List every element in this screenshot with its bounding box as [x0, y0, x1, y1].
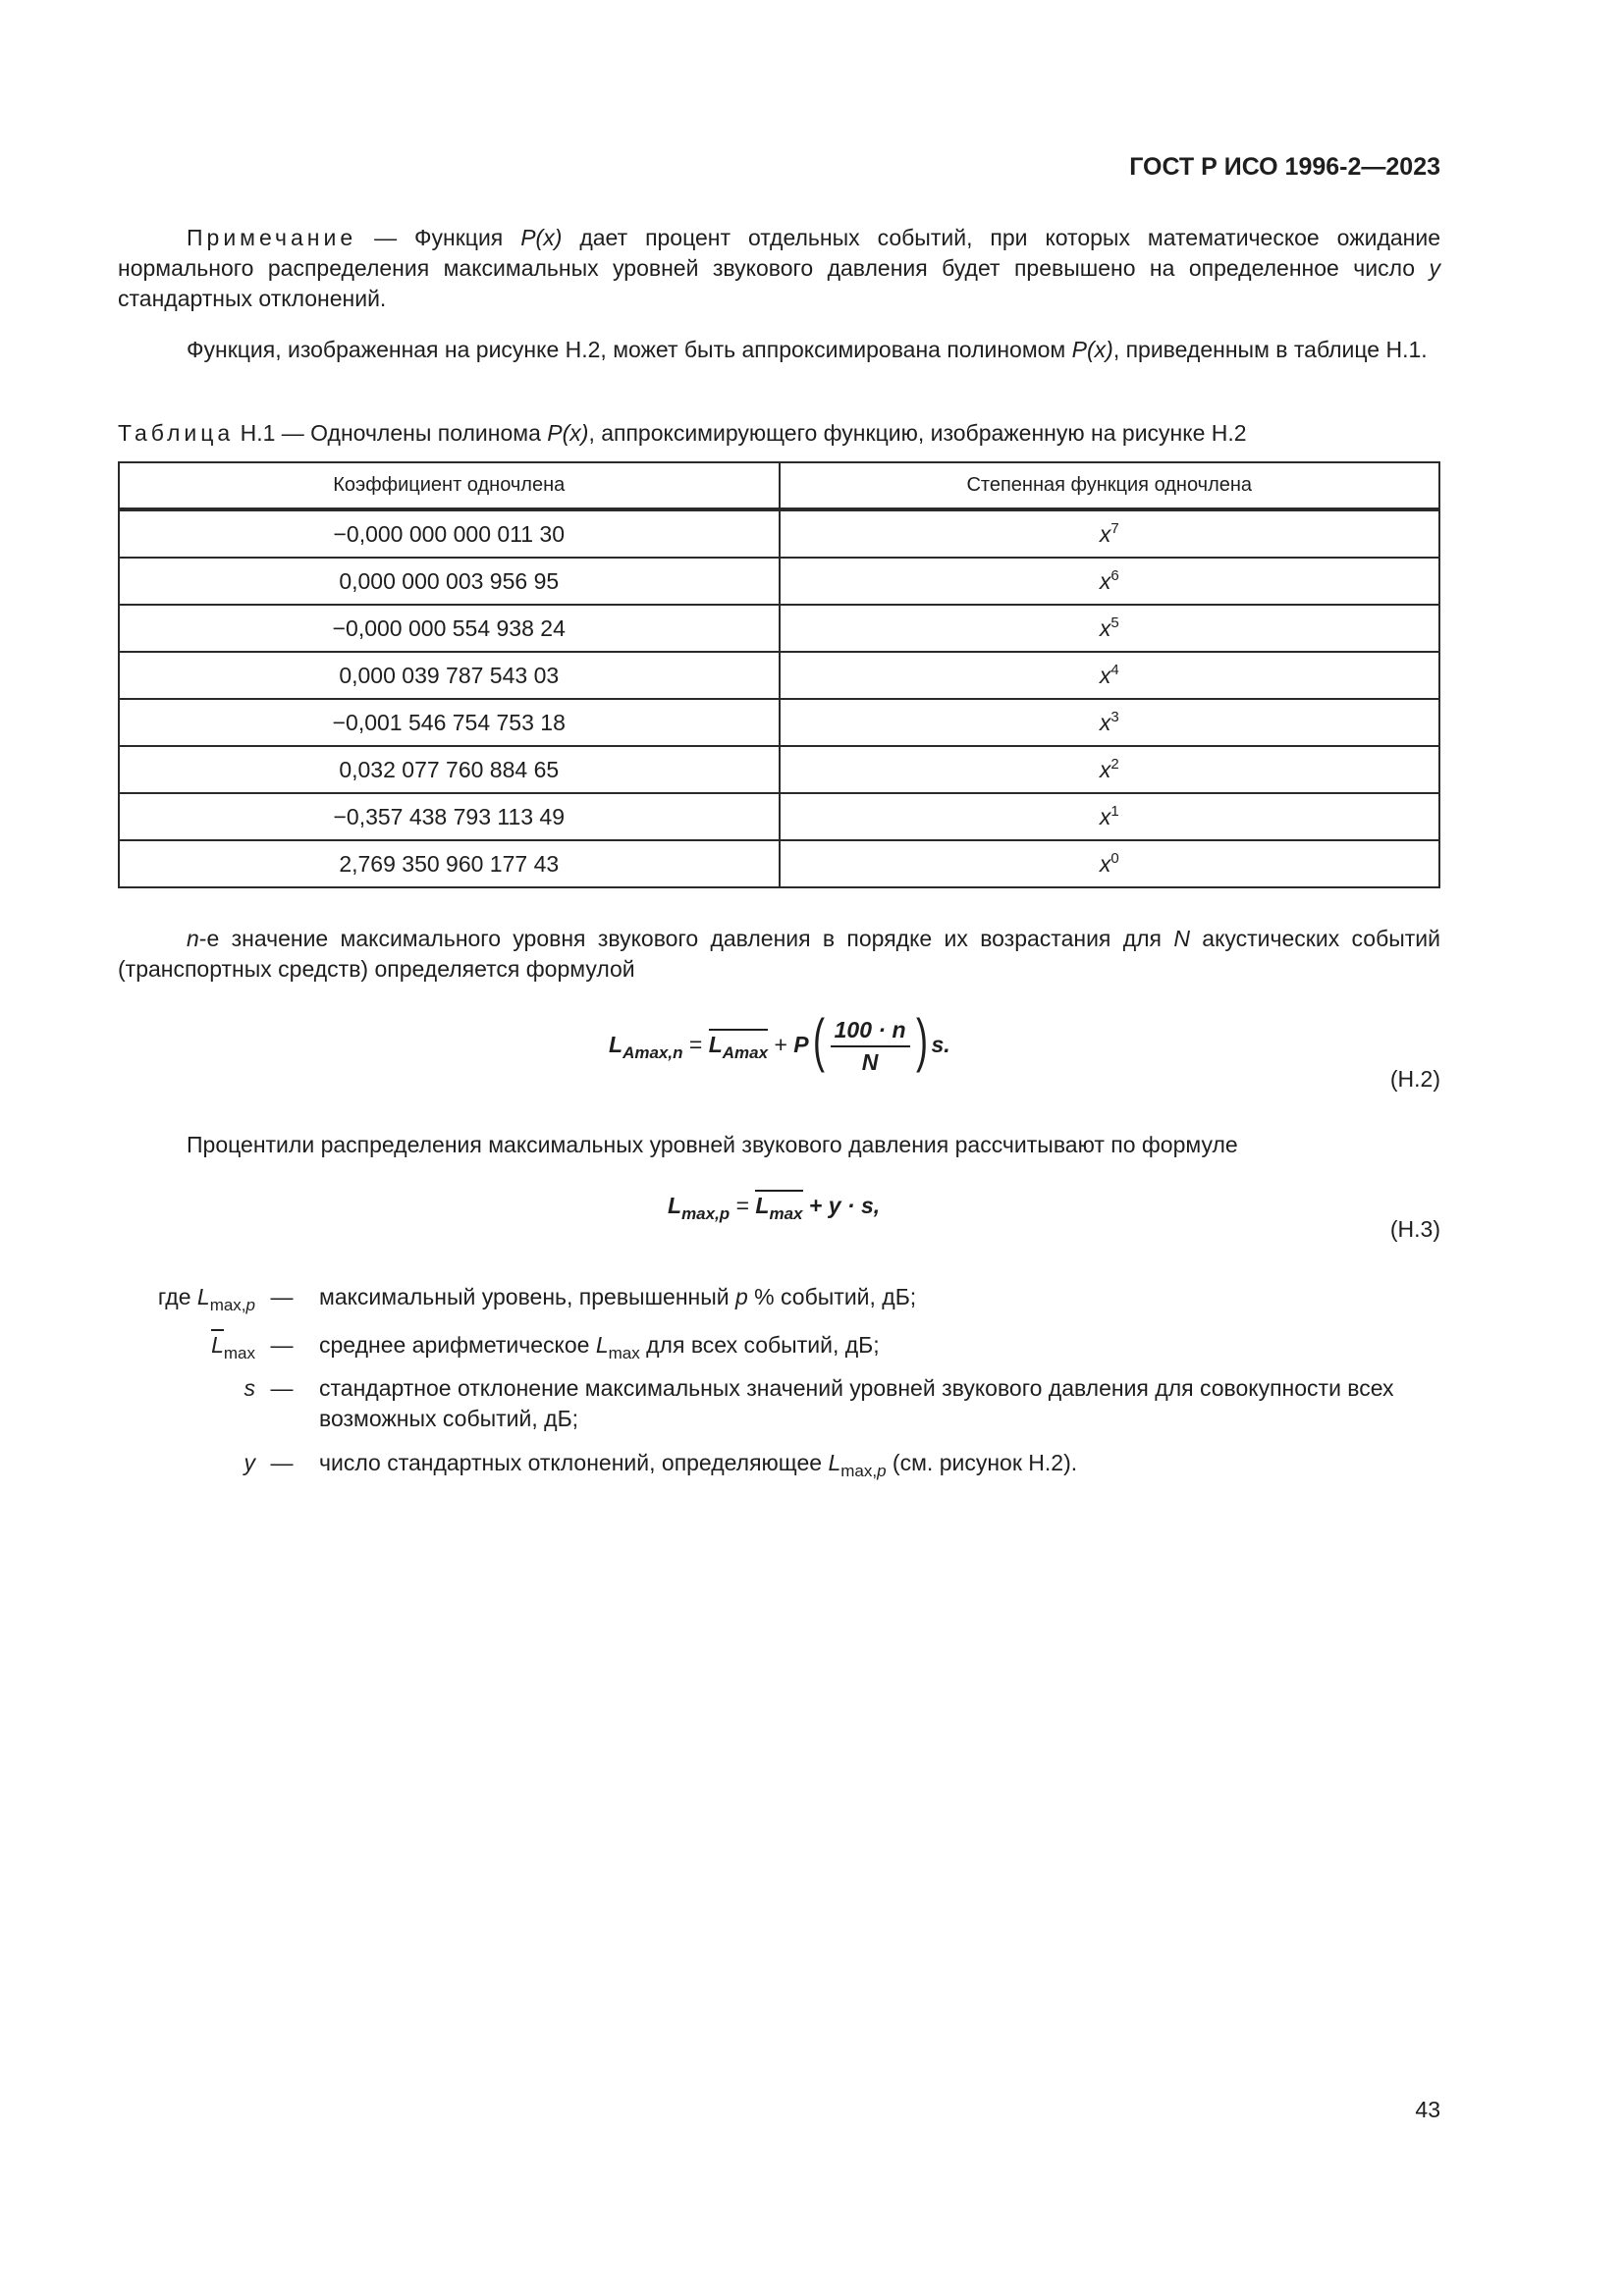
page-number: 43: [1415, 2097, 1440, 2122]
fraction: $\frac{100 \cdot n}{N}$: [831, 1015, 910, 1077]
coefficient-cell: −0,357 438 793 113 49: [119, 793, 780, 840]
table-header-row: [119, 462, 1439, 509]
table-row: [119, 840, 1439, 887]
table-header-coefficient: Коэффициент одночлена: [119, 462, 780, 509]
table-row: [119, 509, 1439, 558]
equation-number-h2: (Н.2): [1389, 1066, 1440, 1092]
coefficient-cell: 2,769 350 960 177 43: [119, 840, 780, 887]
document-header: ГОСТ Р ИСО 1996-2—2023: [1129, 153, 1440, 181]
power-cell: $x^3$: [780, 699, 1440, 746]
note-paragraph: Примечание — Функция P(x) дает процент отдельных событий, при которых математическое ожидание нормального распределения максимальных уровней звукового давления будет превышено на определенное число y стандартных отклонений.: [118, 225, 1440, 311]
table-row: [119, 699, 1439, 746]
coefficient-cell: −0,000 000 554 938 24: [119, 605, 780, 652]
mean-level: $L_{max}$: [755, 1190, 802, 1218]
coefficient-cell: −0,000 000 000 011 30: [119, 509, 780, 558]
body-paragraph-approximation: Функция, изображенная на рисунке Н.2, может быть аппроксимирована полиномом P(x), приведенным в таблице Н.1.: [187, 337, 1428, 362]
note-label: Примечание: [187, 225, 357, 250]
formula-h3: $L_{max,p} = L_{max} + y \cdot s$,: [668, 1191, 880, 1221]
where-definition: стандартное отклонение максимальных значений уровней звукового давления для совокупности всех возможных событий, дБ;: [319, 1375, 1394, 1431]
formula-h2: $L_{Amax,n} = L_{Amax} + P$( $\frac{100 \cdot n}{N}$ ) s.: [609, 1007, 950, 1076]
power-cell: $x^2$: [780, 746, 1440, 793]
coefficient-cell: 0,000 000 003 956 95: [119, 558, 780, 605]
where-definition: число стандартных отклонений, определяющее $L_{max,p}$ (см. рисунок Н.2).: [319, 1450, 1078, 1480]
table-row: [119, 652, 1439, 699]
where-symbol: где $L_{max,p}$: [157, 1284, 255, 1314]
function-name: P(x): [520, 225, 563, 250]
power-cell: $x^7$: [780, 509, 1440, 558]
coefficient-cell: 0,000 039 787 543 03: [119, 652, 780, 699]
table-row: [119, 605, 1439, 652]
coefficient-cell: −0,001 546 754 753 18: [119, 699, 780, 746]
power-cell: $x^1$: [780, 793, 1440, 840]
polynomial-table: [118, 461, 1440, 888]
mean-level: $L_{Amax}$: [709, 1029, 768, 1057]
power-cell: $x^5$: [780, 605, 1440, 652]
where-definition: среднее арифметическое $L_{max}$ для всех событий, дБ;: [319, 1332, 880, 1362]
table-header-power: Степенная функция одночлена: [780, 462, 1440, 509]
power-cell: $x^0$: [780, 840, 1440, 887]
body-paragraph-nth-value: n-е значение максимального уровня звукового давления в порядке их возрастания для N акустических событий (транспортных средств) определяется формулой: [118, 926, 1441, 982]
table-caption: Таблица Н.1 — Одночлены полинома P(x), аппроксимирующего функцию, изображенную на рисунке Н.2: [118, 420, 1247, 446]
where-symbol: $L_{max}$: [118, 1330, 255, 1361]
where-symbol: s: [244, 1375, 255, 1401]
where-definition: максимальный уровень, превышенный p % событий, дБ;: [319, 1284, 917, 1309]
table-row: [119, 558, 1439, 605]
body-paragraph-percentiles: Процентили распределения максимальных уровней звукового давления рассчитывают по формуле: [187, 1132, 1238, 1157]
power-cell: $x^6$: [780, 558, 1440, 605]
table-row: [119, 793, 1439, 840]
coefficient-cell: 0,032 077 760 884 65: [119, 746, 780, 793]
table-row: [119, 746, 1439, 793]
where-symbol: y: [244, 1450, 255, 1475]
equation-number-h3: (Н.3): [1389, 1216, 1440, 1242]
power-cell: $x^4$: [780, 652, 1440, 699]
